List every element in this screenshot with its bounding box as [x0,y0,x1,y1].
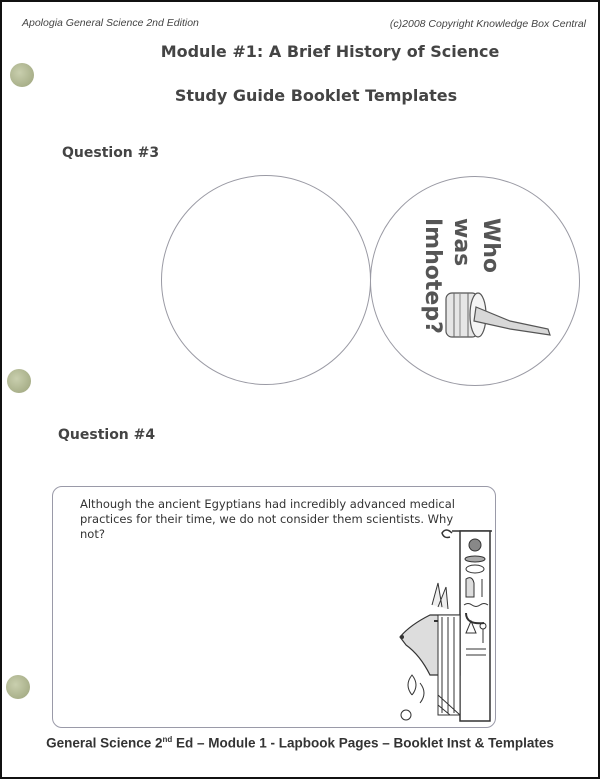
page-title: Module #1: A Brief History of Science [160,42,500,61]
page-subtitle: Study Guide Booklet Templates [174,86,458,105]
question-3-label: Question #3 [62,145,160,161]
header-copyright: (c)2008 Copyright Knowledge Box Central [389,18,586,30]
question-4-label: Question #4 [58,427,156,443]
footer-part-2: Ed – Module 1 - Lapbook Pages – Booklet Inst & Templates [172,735,554,751]
prompt-line-1: Although the ancient Egyptians had incredibly advanced medical [80,497,455,511]
circle-text-line-2: was [449,218,474,267]
prompt-line-2: practices for their time, we do not consider them scientists. Why not? [80,512,454,541]
binder-hole-middle [7,369,31,393]
page-footer [0,735,600,751]
header-edition: Apologia General Science 2nd Edition [22,17,199,29]
booklet-circle-blank [161,175,371,385]
binder-hole-bottom [6,675,30,699]
anubis-hieroglyph-icon [392,525,498,727]
circle-text-line-1: Who [478,218,503,274]
circle-text-line-3: Imhotep? [420,218,445,334]
footer-part-1: General Science 2 [46,735,163,751]
binder-hole-top [10,63,34,87]
footer-superscript: nd [162,735,173,744]
mortar-and-pestle-icon [440,285,555,345]
